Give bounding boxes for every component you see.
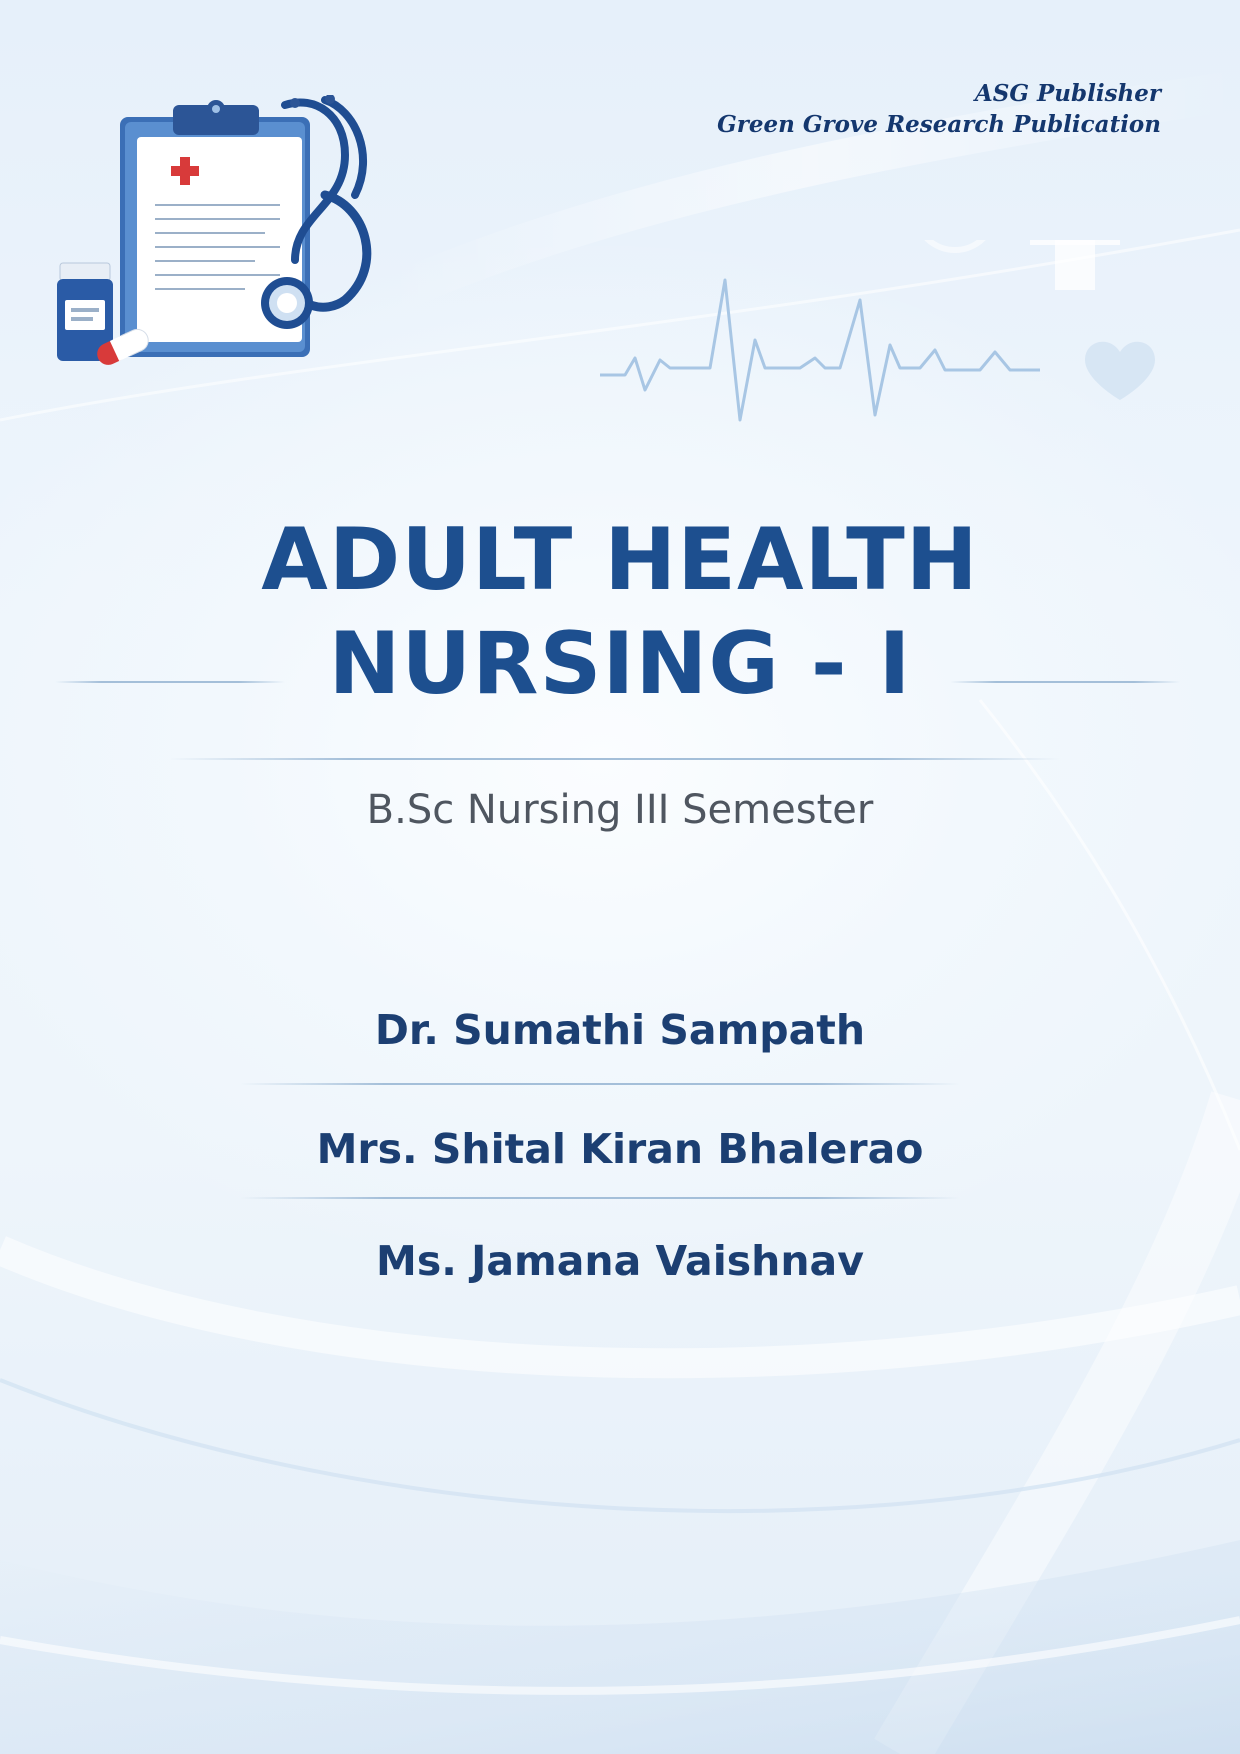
ecg-heartbeat-icon (600, 240, 1160, 440)
author-3: Ms. Jamana Vaishnav (376, 1237, 864, 1285)
author-divider-1 (240, 1083, 960, 1085)
book-subtitle: B.Sc Nursing III Semester (366, 787, 874, 833)
book-title (0, 508, 1240, 716)
title-line-1: ADULT HEALTH (261, 510, 979, 610)
title-side-rule-left (55, 681, 285, 683)
author-1: Dr. Sumathi Sampath (374, 1006, 866, 1054)
publisher-name: ASG Publisher (974, 80, 1161, 107)
title-side-rule-right (950, 681, 1180, 683)
publisher-imprint: Green Grove Research Publication (717, 111, 1161, 138)
author-2: Mrs. Shital Kiran Bhalerao (316, 1125, 924, 1173)
title-line-2: NURSING - I (328, 614, 912, 714)
title-divider (170, 758, 1060, 760)
author-divider-2 (240, 1197, 960, 1199)
clipboard-stethoscope-illustration (55, 95, 395, 370)
publisher-block (717, 78, 1161, 140)
